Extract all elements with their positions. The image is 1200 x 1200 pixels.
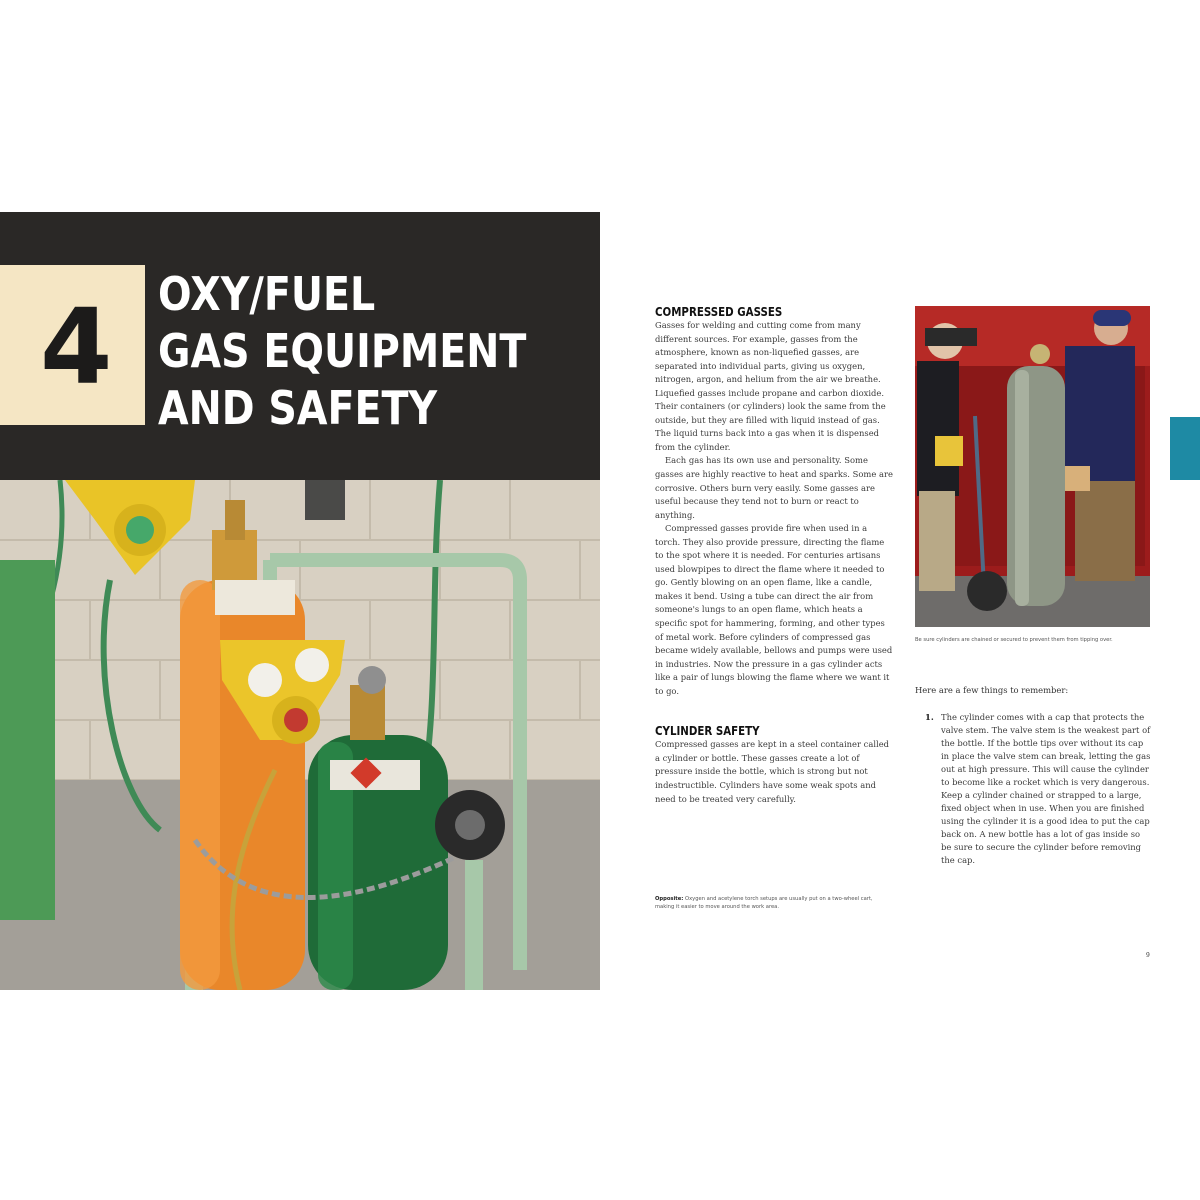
welders-chaining-cylinder-photo xyxy=(915,306,1150,627)
list-item-text: The cylinder comes with a cap that protects the valve stem. The valve stem is the weakest part of the bottle. If the bottle tips over without its cap in place the valve stem can break, letting the gas out at high pressure. This will cause the cylinder to become like a rocket which is very dangerous. Keep a cylinder chained or strapped to a large, fixed object when in use. When you are finished using the cylinder it is a good idea to put the cap back on. A new bottle has a lot of gas inside so be sure to secure the cylinder before removing the cap. xyxy=(941,712,1151,865)
chapter-header-band xyxy=(0,212,600,480)
list-item-number: 1. xyxy=(925,712,934,722)
safety-list xyxy=(915,711,1151,867)
paragraph: Compressed gasses provide fire when used in a torch. They also provide pressure, directing the flame to the spot where it is needed. For centuries artisans used blowpipes to direct the flame where it needed to go. Gently blowing on an open flame, like a candle, makes it bend. Using a tube can direct the air from someone's lungs to an open flame, which heats a specific spot for hammering, forming, and other types of metal work. Before cylinders of compressed gas became widely available, bellows and pumps were used in industries. Now the pressure in a gas cylinder acts like a pair of lungs blowing the flame where we want it to go. xyxy=(655,523,893,696)
gas-cylinders-illustration xyxy=(0,480,600,990)
section-body-cylinder-safety xyxy=(655,738,893,806)
chapter-number: 4 xyxy=(40,286,113,408)
chapter-title-line: GAS EQUIPMENT xyxy=(158,324,527,378)
list-item xyxy=(915,711,1151,867)
paragraph: Each gas has its own use and personality. Some gasses are highly reactive to heat and sparks. Some are corrosive. Others burn very easily. Some gasses are useful because they tend not to burn or react to anything. xyxy=(655,455,893,520)
caption-text: Oxygen and acetylene torch setups are usually put on a two-wheel cart, making it easier to move around the work area. xyxy=(655,896,873,910)
chapter-number-box xyxy=(0,265,145,425)
caption-welders-photo: Be sure cylinders are chained or secured to prevent them from tipping over. xyxy=(915,637,1113,643)
chapter-title-line: AND SAFETY xyxy=(158,381,438,435)
paragraph: Gasses for welding and cutting come from many different sources. For example, gasses from the atmosphere, known as non-liquefied gasses, are separated into individual parts, giving us oxygen, nitrogen, argon, and helium from the air we breathe. Liquefied gasses include propane and carbon dioxide. Their containers (or cylinders) look the same from the outside, but they are filled with liquid instead of gas. The liquid turns back into a gas when it is dispensed from the cylinder. xyxy=(655,320,886,452)
caption-opposite-photo xyxy=(655,895,890,911)
left-page xyxy=(0,212,600,990)
welders-illustration xyxy=(915,306,1150,627)
page-number: 9 xyxy=(1146,952,1150,959)
right-page xyxy=(600,212,1200,990)
text-column-left xyxy=(655,305,893,806)
chapter-title xyxy=(158,266,528,437)
section-heading-compressed-gasses: COMPRESSED GASSES xyxy=(655,304,783,319)
book-spread xyxy=(0,212,1200,990)
chapter-title-line: OXY/FUEL xyxy=(158,267,376,321)
gas-cylinders-photo xyxy=(0,480,600,990)
paragraph: Compressed gasses are kept in a steel container called a cylinder or bottle. These gasses create a lot of pressure inside the bottle, which is strong but not indestructible. Cylinders have some weak spots and need to be treated very carefully. xyxy=(655,739,890,804)
list-intro: Here are a few things to remember: xyxy=(915,685,1069,695)
caption-label: Opposite: xyxy=(655,896,684,902)
chapter-tab-marker xyxy=(1170,417,1200,480)
section-heading-cylinder-safety: CYLINDER SAFETY xyxy=(655,723,760,739)
section-body-compressed-gasses xyxy=(655,319,893,698)
